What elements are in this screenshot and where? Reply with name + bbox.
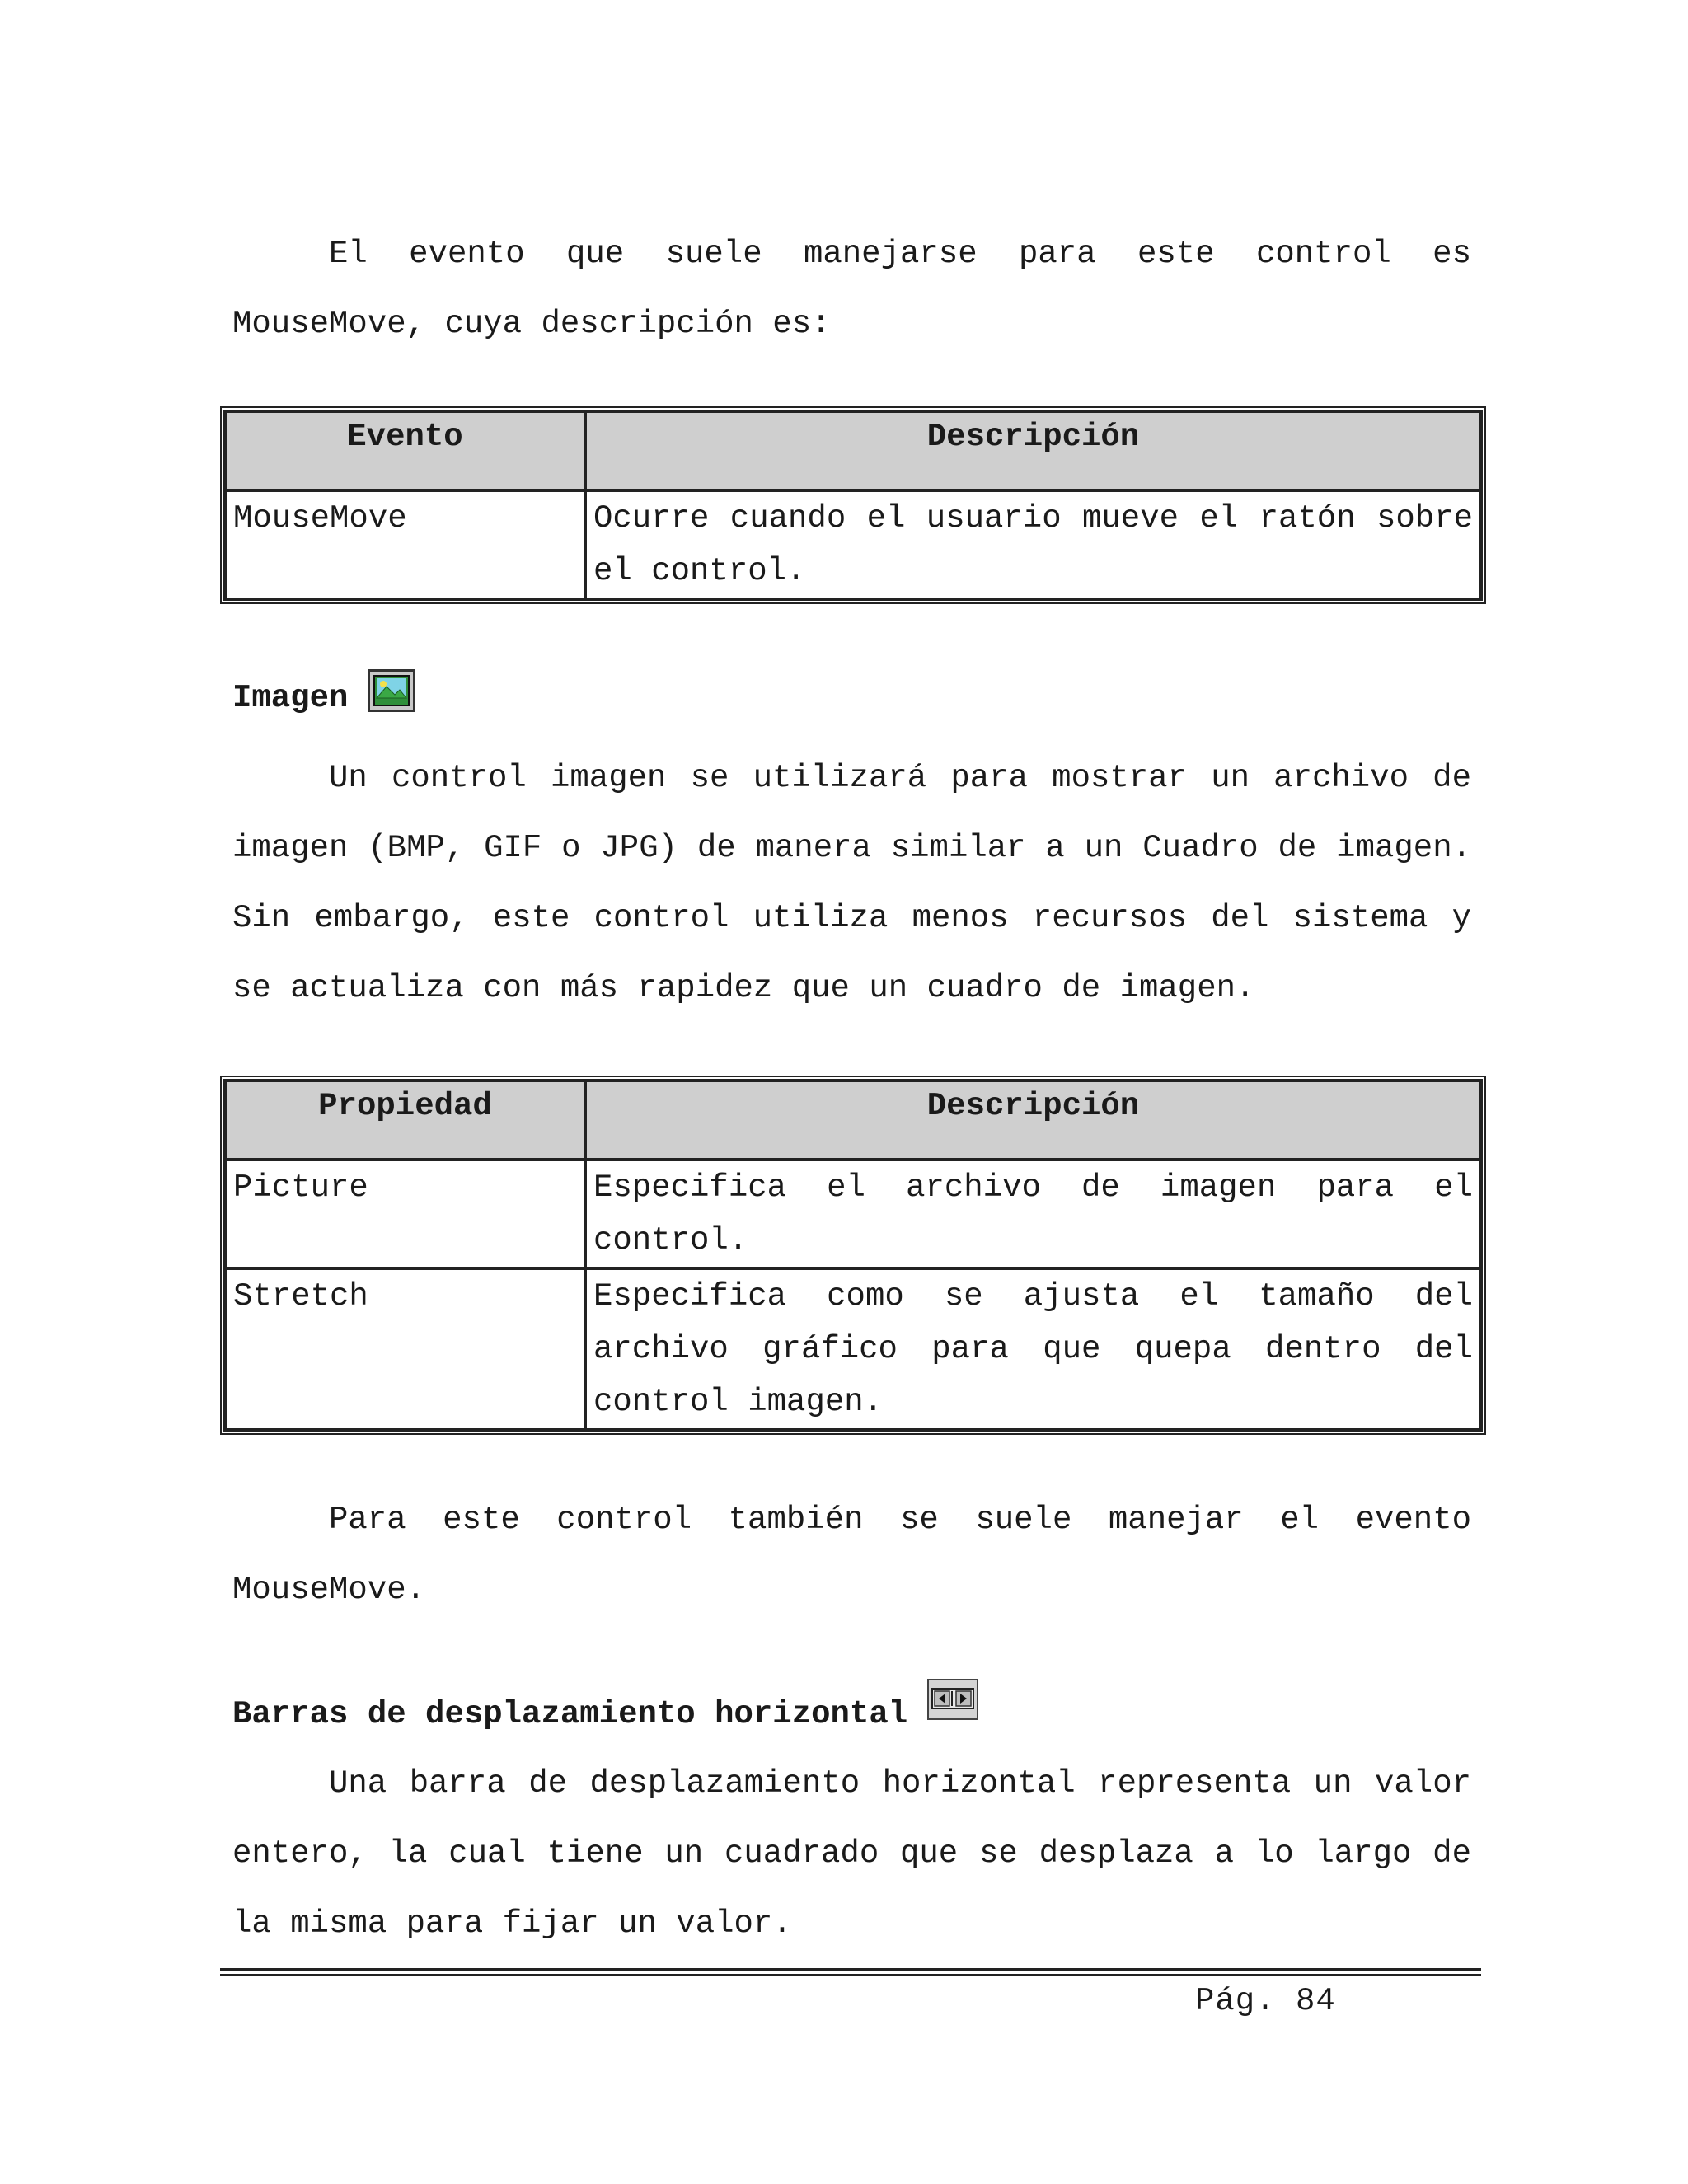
table-header-cell: Propiedad: [225, 1080, 585, 1160]
page-number: Pág. 84: [1195, 1983, 1336, 2019]
imagen-heading: [232, 669, 415, 719]
table-cell: Stretch: [225, 1268, 585, 1430]
table-header-cell: Evento: [225, 411, 585, 490]
table-row: [225, 1268, 1481, 1430]
table-row: [225, 490, 1481, 599]
table-cell: Ocurre cuando el usuario mueve el ratón sobre el control.: [585, 490, 1481, 599]
hscrollbar-control-icon: [927, 1679, 978, 1720]
hscroll-heading: [232, 1679, 978, 1735]
imagen-event-paragraph: Para este control también se suele manejar el evento MouseMove.: [232, 1502, 1471, 1608]
table-header-cell: Descripción: [585, 411, 1481, 490]
imagen-heading-text: Imagen: [232, 680, 349, 716]
intro-paragraph: El evento que suele manejarse para este control es MouseMove, cuya descripción es:: [232, 236, 1471, 342]
table-header-row: [225, 1080, 1481, 1160]
hscroll-heading-text: Barras de desplazamiento horizontal: [232, 1696, 908, 1732]
image-control-icon: [368, 669, 415, 712]
footer-rule: [220, 1968, 1481, 1976]
imagen-description-paragraph: Un control imagen se utilizará para mostrar un archivo de imagen (BMP, GIF o JPG) de manera similar a un Cuadro de imagen. Sin embargo, este control utiliza menos recursos del sistema y se actualiza con más rapidez que un cuadro de imagen.: [232, 760, 1471, 1006]
hscroll-description-paragraph: Una barra de desplazamiento horizontal representa un valor entero, la cual tiene un cuadrado que se desplaza a lo largo de la misma para fijar un valor.: [232, 1765, 1471, 1942]
properties-table: [220, 1076, 1486, 1435]
table-cell: MouseMove: [225, 490, 585, 599]
table-header-row: [225, 411, 1481, 490]
table-header-cell: Descripción: [585, 1080, 1481, 1160]
table-row: [225, 1160, 1481, 1268]
table-cell: Picture: [225, 1160, 585, 1268]
events-table: [220, 406, 1486, 604]
table-cell: Especifica como se ajusta el tamaño del archivo gráfico para que quepa dentro del control imagen.: [585, 1268, 1481, 1430]
table-cell: Especifica el archivo de imagen para el control.: [585, 1160, 1481, 1268]
